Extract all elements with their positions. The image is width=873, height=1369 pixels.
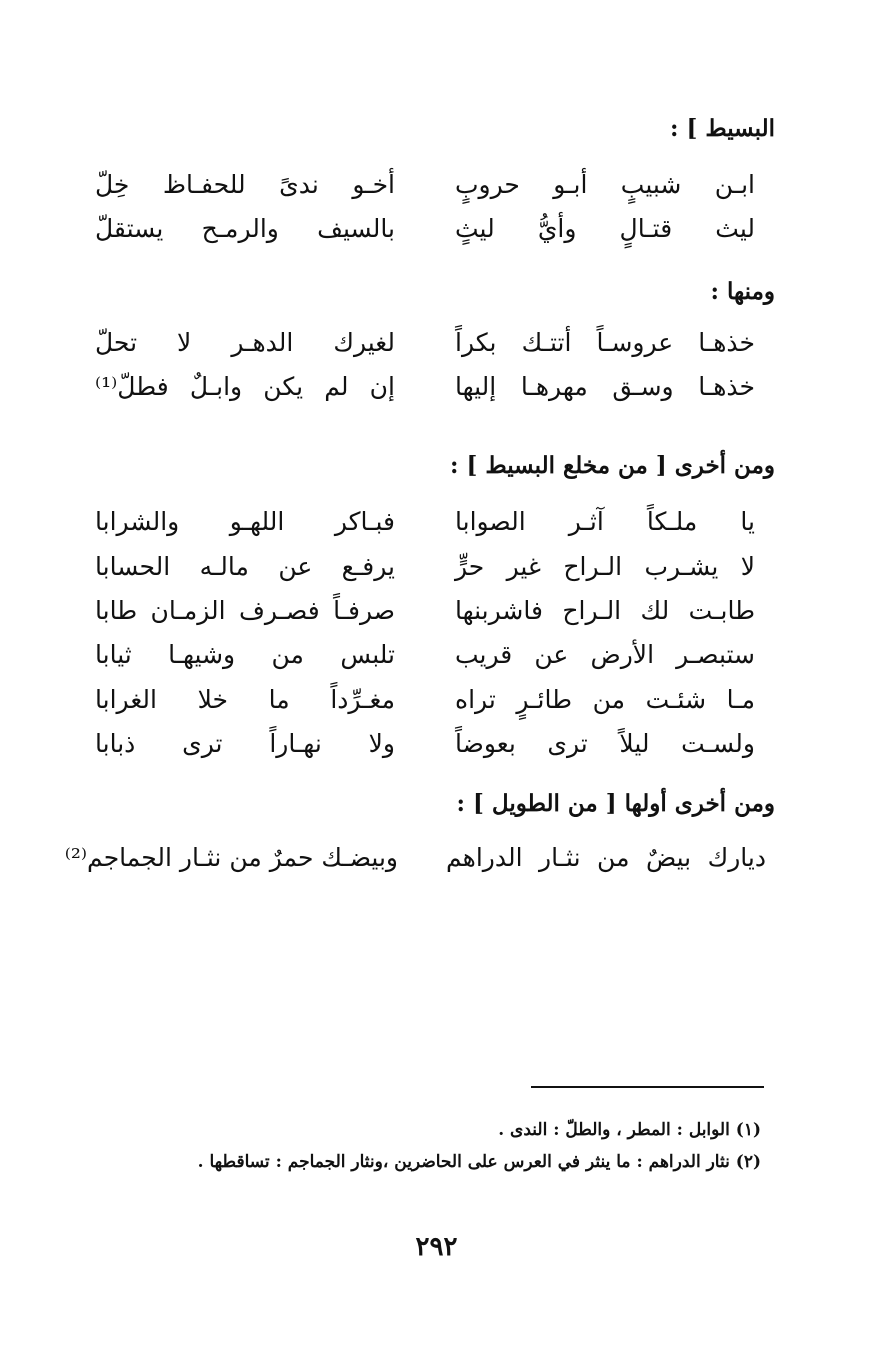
section-heading: البسيط ] : xyxy=(669,115,775,142)
verse-line xyxy=(64,843,766,883)
verse-line xyxy=(95,552,755,592)
page-number: ٢٩٢ xyxy=(415,1232,458,1262)
verse-line xyxy=(95,596,755,636)
verse-line xyxy=(95,170,755,210)
verse-second-hemistich: تلبس من وشيهـا ثيابا xyxy=(95,640,395,669)
verse-second-hemistich: بالسيف والرمـح يستقلّ xyxy=(95,214,395,243)
verse-first-hemistich: ديارك بيضٌ من نثـار الدراهم xyxy=(446,843,766,872)
footnote: (٢) نثار الدراهم : ما ينثر في العرس على الحاضرين ،ونثار الجماجم : تساقطها . xyxy=(197,1152,761,1172)
verse-first-hemistich: ليث قتـالٍ وأيُّ ليثٍ xyxy=(455,214,755,243)
verse-line xyxy=(95,507,755,547)
verse-first-hemistich: خذهـا وسـق مهرهـا إليها xyxy=(455,372,755,401)
verse-first-hemistich: مـا شئـت من طائـرٍ تراه xyxy=(455,685,755,714)
verse-second-hemistich: وبيضـك حمرٌ من نثـار الجماجم⁽²⁾ xyxy=(64,843,398,872)
verse-second-hemistich: صرفـاً فصـرف الزمـان طابا xyxy=(95,596,395,625)
verse-second-hemistich: يرفـع عن مالـه الحسابا xyxy=(95,552,395,581)
verse-line xyxy=(95,729,755,769)
verse-line xyxy=(95,685,755,725)
verse-line xyxy=(95,214,755,254)
verse-line xyxy=(95,640,755,680)
verse-second-hemistich: أخـو ندىً للحفـاظ خِلّ xyxy=(95,170,395,199)
footnote-separator xyxy=(531,1086,764,1088)
section-heading: ومنها : xyxy=(710,278,775,305)
verse-second-hemistich: ولا نهـاراً ترى ذبابا xyxy=(95,729,395,758)
verse-first-hemistich: يا ملـكاً آثـر الصوابا xyxy=(455,507,755,536)
verse-second-hemistich: لغيرك الدهـر لا تحلّ xyxy=(95,328,395,357)
verse-second-hemistich: مغـرِّداً ما خلا الغرابا xyxy=(95,685,395,714)
section-heading: ومن أخرى أولها [ من الطويل ] : xyxy=(456,790,775,817)
verse-first-hemistich: لا يشـرب الـراح غير حرٍّ xyxy=(455,552,755,581)
verse-first-hemistich: طابـت لك الـراح فاشربنها xyxy=(455,596,755,625)
verse-first-hemistich: ابـن شبيبٍ أبـو حروبٍ xyxy=(455,170,755,199)
verse-line xyxy=(95,372,755,412)
verse-first-hemistich: ولسـت ليلاً ترى بعوضاً xyxy=(455,729,755,758)
verse-first-hemistich: خذهـا عروسـاً أتتـك بكراً xyxy=(455,328,755,357)
footnote: (١) الوابل : المطر ، والطلّ : الندى . xyxy=(498,1120,761,1140)
section-heading: ومن أخرى [ من مخلع البسيط ] : xyxy=(449,452,775,479)
verse-line xyxy=(95,328,755,368)
verse-second-hemistich: إن لم يكن وابـلٌ فطلّ⁽¹⁾ xyxy=(95,372,395,401)
verse-first-hemistich: ستبصـر الأرض عن قريب xyxy=(455,640,755,669)
verse-second-hemistich: فبـاكر اللهـو والشرابا xyxy=(95,507,395,536)
